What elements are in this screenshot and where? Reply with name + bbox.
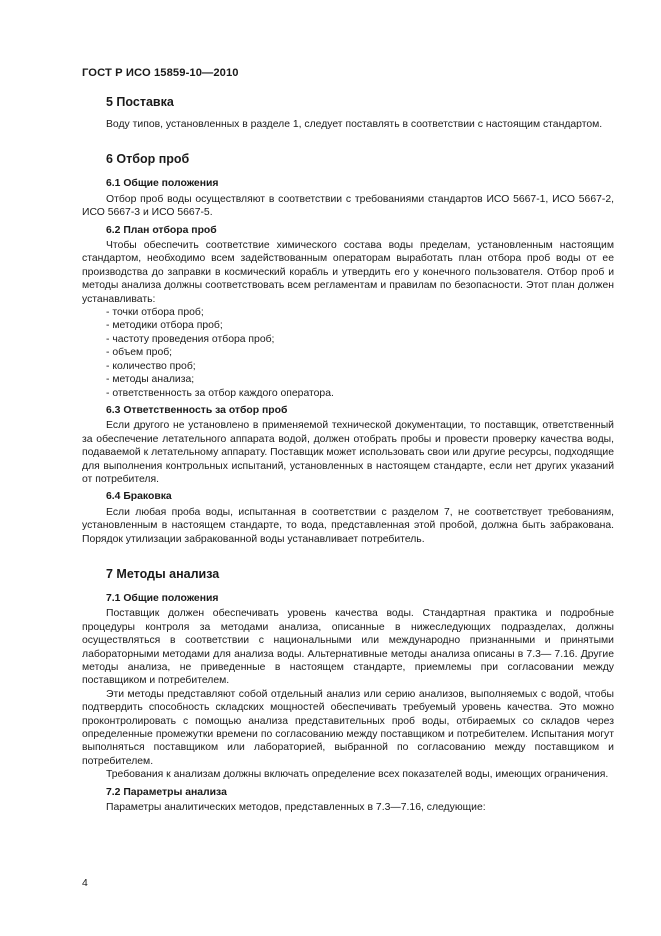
page-number: 4 [82,878,88,889]
section-7-1-paragraph-3: Требования к анализам должны включать определение всех показателей воды, имеющих ограничения. [106,769,609,781]
section-7-1-paragraph-1: Поставщик должен обеспечивать уровень качества воды. Стандартная практика и подробные процедуры контроля за методами анализа, описанные в нижеследующих подразделах, должны осуществляться в соответствии с национальными или международно признанными и принятыми лабораторными методами для анализа воды. Альтернативные методы анализа описаны в 7.3— 7.16. Другие методы анализа, не приведенные в настоящем стандарте, приемлемы при согласовании между поставщиком и потребителем. [82,608,614,687]
section-6-heading: 6 Отбор проб [106,152,190,167]
list-item: - частоту проведения отбора проб; [106,333,614,346]
section-7-1-heading: 7.1 Общие положения [106,592,219,604]
section-6-4-heading: 6.4 Браковка [106,491,172,503]
section-6-1-paragraph: Отбор проб воды осуществляют в соответствии с требованиями стандартов ИСО 5667-1, ИСО 5667-2, ИСО 5667-3 и ИСО 5667-5. [82,193,614,219]
document-code-header: ГОСТ Р ИСО 15859-10—2010 [82,67,239,79]
section-6-2-heading: 6.2 План отбора проб [106,224,217,236]
section-5-heading: 5 Поставка [106,95,174,109]
section-6-1-heading: 6.1 Общие положения [106,178,219,190]
list-item: - точки отбора проб; [106,306,614,319]
section-7-heading: 7 Методы анализа [106,566,220,581]
section-6-3-paragraph: Если другого не установлено в применяемой технической документации, то поставщик, ответственный за обеспечение летательного аппарата водой, должен отобрать пробы и провести проверку качества воды, подаваемой к летательному аппарату. Поставщик может использовать свои или другие ресурсы, подходящие для выполнения контрольных испытаний, установленных в настоящем стандарте, если нет других указаний от потребителя. [82,420,614,485]
list-item: - методики отбора проб; [106,319,614,332]
section-6-4-paragraph: Если любая проба воды, испытанная в соответствии с разделом 7, не соответствует требованиям, установленным в настоящем стандарте, то вода, представленная этой пробой, должна быть забракована. Порядок утилизации забракованной воды устанавливает потребитель. [82,506,614,545]
section-7-2-heading: 7.2 Параметры анализа [106,786,227,798]
document-body [82,94,614,814]
section-6-3-heading: 6.3 Ответственность за отбор проб [106,404,288,416]
list-item: - ответственность за отбор каждого оператора. [106,387,614,400]
list-item: - количество проб; [106,360,614,373]
list-item: - объем проб; [106,346,614,359]
list-item: - методы анализа; [106,373,614,386]
section-5-paragraph: Воду типов, установленных в разделе 1, следует поставлять в соответствии с настоящим стандартом. [106,119,603,130]
section-7-1-paragraph-2: Эти методы представляют собой отдельный анализ или серию анализов, выполняемых с водой, чтобы подтвердить способность складских мощностей обеспечивать требуемый уровень качества. Это можно проконтролировать с помощью анализа представительных проб воды, отбираемых со складов через определенные промежутки времени по согласованию между поставщиком и потребителем. Испытания могут выполняться поставщиком или лабораторией, выбранной по согласованию между поставщиком и потребителем. [82,688,614,767]
section-6-2-paragraph: Чтобы обеспечить соответствие химического состава воды пределам, установленным настоящим стандартом, необходимо всем задействованным операторам выработать план отбора проб воды от ее производства до заправки в космический корабль и утвердить его у конечного пользователя. Отбор проб и методы анализа должны соответствовать всем регламентам и правилам по безопасности. Этот план должен устанавливать: [82,240,614,305]
section-7-2-paragraph: Параметры аналитических методов, представленных в 7.3—7.16, следующие: [106,802,486,814]
sampling-plan-list [82,306,614,400]
